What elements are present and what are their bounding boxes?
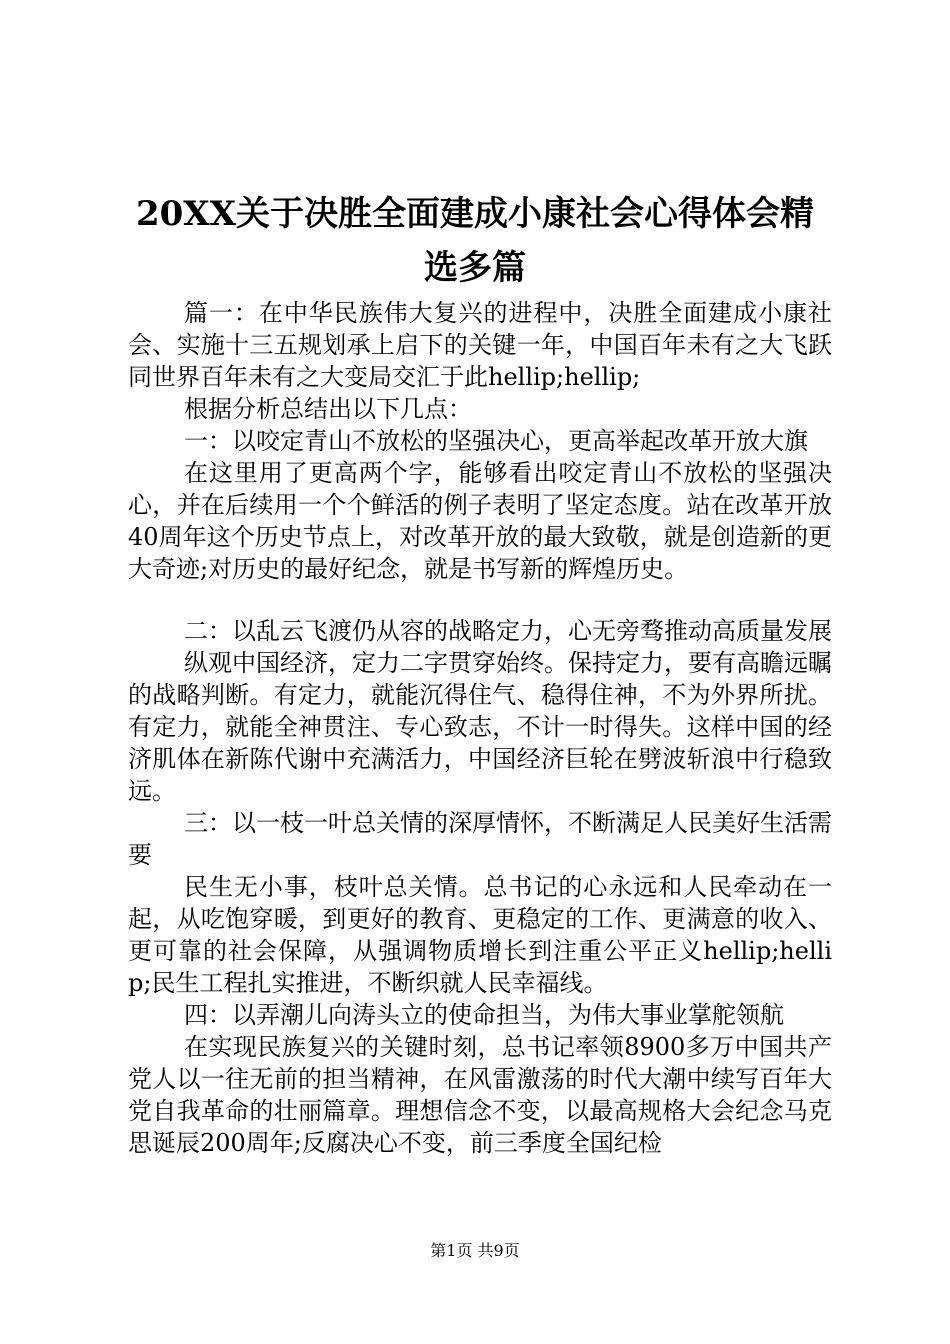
paragraph-section-4: 在实现民族复兴的关键时刻，总书记率领8900多万中国共产党人以一往无前的担当精神，在风雷激荡的时代大潮中续写百年大党自我革命的壮丽篇章。理想信念不变，以最高规格大会纪念马克思诞辰200周年;反腐决心不变，前三季度全国纪检	[128, 1033, 832, 1157]
paragraph-section-1: 在这里用了更高两个字，能够看出咬定青山不放松的坚强决心，并在后续用一个个鲜活的例子表明了坚定态度。站在改革开放40周年这个历史节点上，对改革开放的最大致敬，就是创造新的更大奇迹;对历史的最好纪念，就是书写新的辉煌历史。	[128, 459, 832, 583]
paragraph-section-3: 民生无小事，枝叶总关情。总书记的心永远和人民牵动在一起，从吃饱穿暖，到更好的教育、更稳定的工作、更满意的收入、更可靠的社会保障，从强调物质增长到注重公平正义hellip;hellip;民生工程扎实推进，不断织就人民幸福线。	[128, 873, 832, 997]
paragraph-intro: 篇一：在中华民族伟大复兴的进程中，决胜全面建成小康社会、实施十三五规划承上启下的关键一年，中国百年未有之大飞跃同世界百年未有之大变局交汇于此hellip;hellip;	[128, 299, 832, 391]
section-heading-3: 三：以一枝一叶总关情的深厚情怀，不断满足人民美好生活需要	[128, 809, 832, 869]
document-title-line-2: 选多篇	[424, 248, 526, 288]
paragraph-section-2: 纵观中国经济，定力二字贯穿始终。保持定力，要有高瞻远瞩的战略判断。有定力，就能沉得住气、稳得住神，不为外界所扰。有定力，就能全神贯注、专心致志，不计一时得失。这样中国的经济肌体在新陈代谢中充满活力，中国经济巨轮在劈波斩浪中行稳致远。	[128, 649, 832, 805]
document-title-line-1: 20XX关于决胜全面建成小康社会心得体会精	[135, 194, 815, 234]
section-heading-2: 二：以乱云飞渡仍从容的战略定力，心无旁骛推动高质量发展	[184, 617, 832, 645]
page-number-footer: 第1页 共9页	[430, 1241, 520, 1260]
section-heading-1: 一：以咬定青山不放松的坚强决心，更高举起改革开放大旗	[184, 427, 808, 455]
section-heading-4: 四：以弄潮儿向涛头立的使命担当，为伟大事业掌舵领航	[184, 1001, 784, 1029]
paragraph-summary-lead: 根据分析总结出以下几点：	[184, 395, 472, 423]
document-body	[128, 297, 832, 1159]
